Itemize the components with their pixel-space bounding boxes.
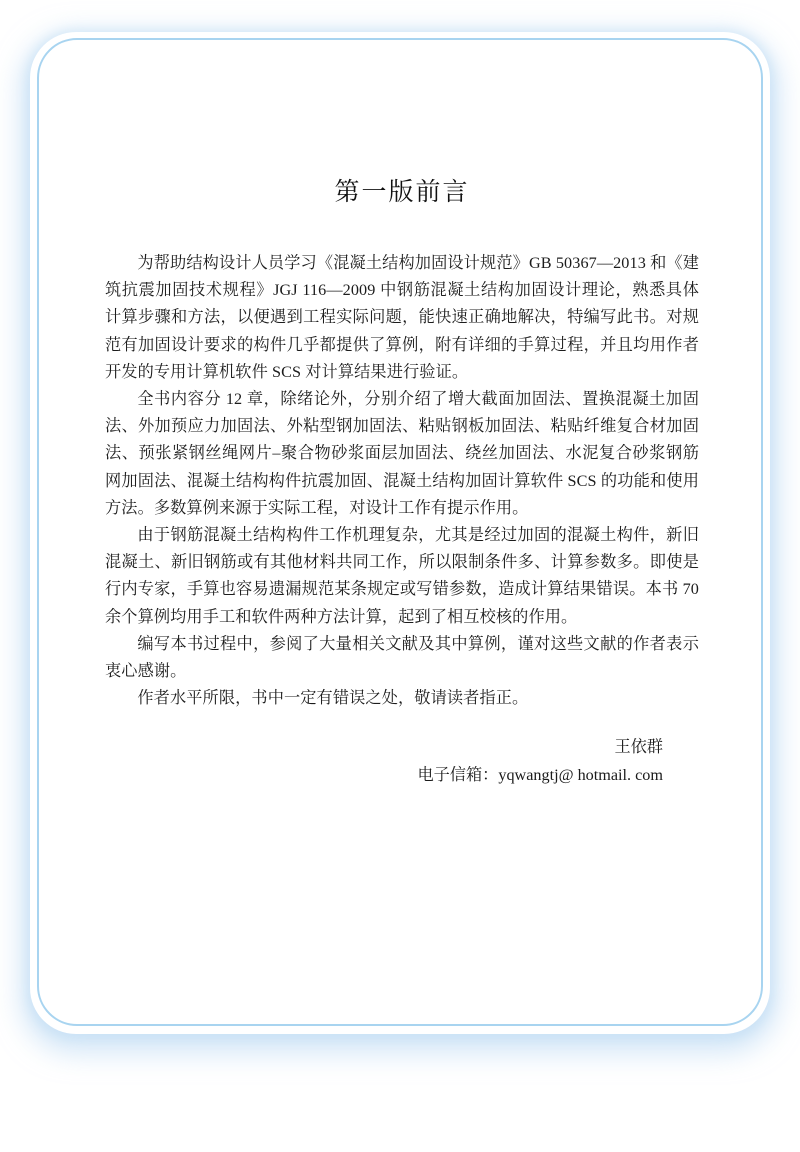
page-content <box>105 38 699 1026</box>
paragraph-2: 全书内容分 12 章，除绪论外，分别介绍了增大截面加固法、置换混凝土加固法、外加预应力加固法、外粘型钢加固法、粘贴钢板加固法、粘贴纤维复合材加固法、预张紧钢丝绳网片–聚合物砂浆面层加固法、绕丝加固法、水泥复合砂浆钢筋网加固法、混凝土结构构件抗震加固、混凝土结构加固计算软件 SCS 的功能和使用方法。多数算例来源于实际工程，对设计工作有提示作用。 <box>105 390 699 517</box>
page-title: 第一版前言 <box>334 178 470 206</box>
paragraph-1: 为帮助结构设计人员学习《混凝土结构加固设计规范》GB 50367—2013 和《建筑抗震加固技术规程》JGJ 116—2009 中钢筋混凝土结构加固设计理论，熟悉具体计算步骤和方法，以便遇到工程实际问题，能快速正确地解决，特编写此书。对规范有加固设计要求的构件几乎都提供了算例，附有详细的手算过程，并且均用作者开发的专用计算机软件 SCS 对计算结果进行验证。 <box>105 254 699 381</box>
paragraph-5: 作者水平所限，书中一定有错误之处，敬请读者指正。 <box>137 689 529 708</box>
paragraph-3: 由于钢筋混凝土结构构件工作机理复杂，尤其是经过加固的混凝土构件，新旧混凝土、新旧钢筋或有其他材料共同工作，所以限制条件多、计算参数多。即使是行内专家，手算也容易遗漏规范某条规定或写错参数，造成计算结果错误。本书 70 余个算例均用手工和软件两种方法计算，起到了相互校核的作用。 <box>105 526 699 626</box>
paragraph-4: 编写本书过程中，参阅了大量相关文献及其中算例，谨对这些文献的作者表示衷心感谢。 <box>105 634 699 681</box>
preface-body <box>105 250 699 712</box>
author-signature: 王依群 <box>614 738 663 757</box>
author-email: 电子信箱：yqwangtj@ hotmail. com <box>417 765 663 784</box>
signature-block <box>105 734 699 788</box>
